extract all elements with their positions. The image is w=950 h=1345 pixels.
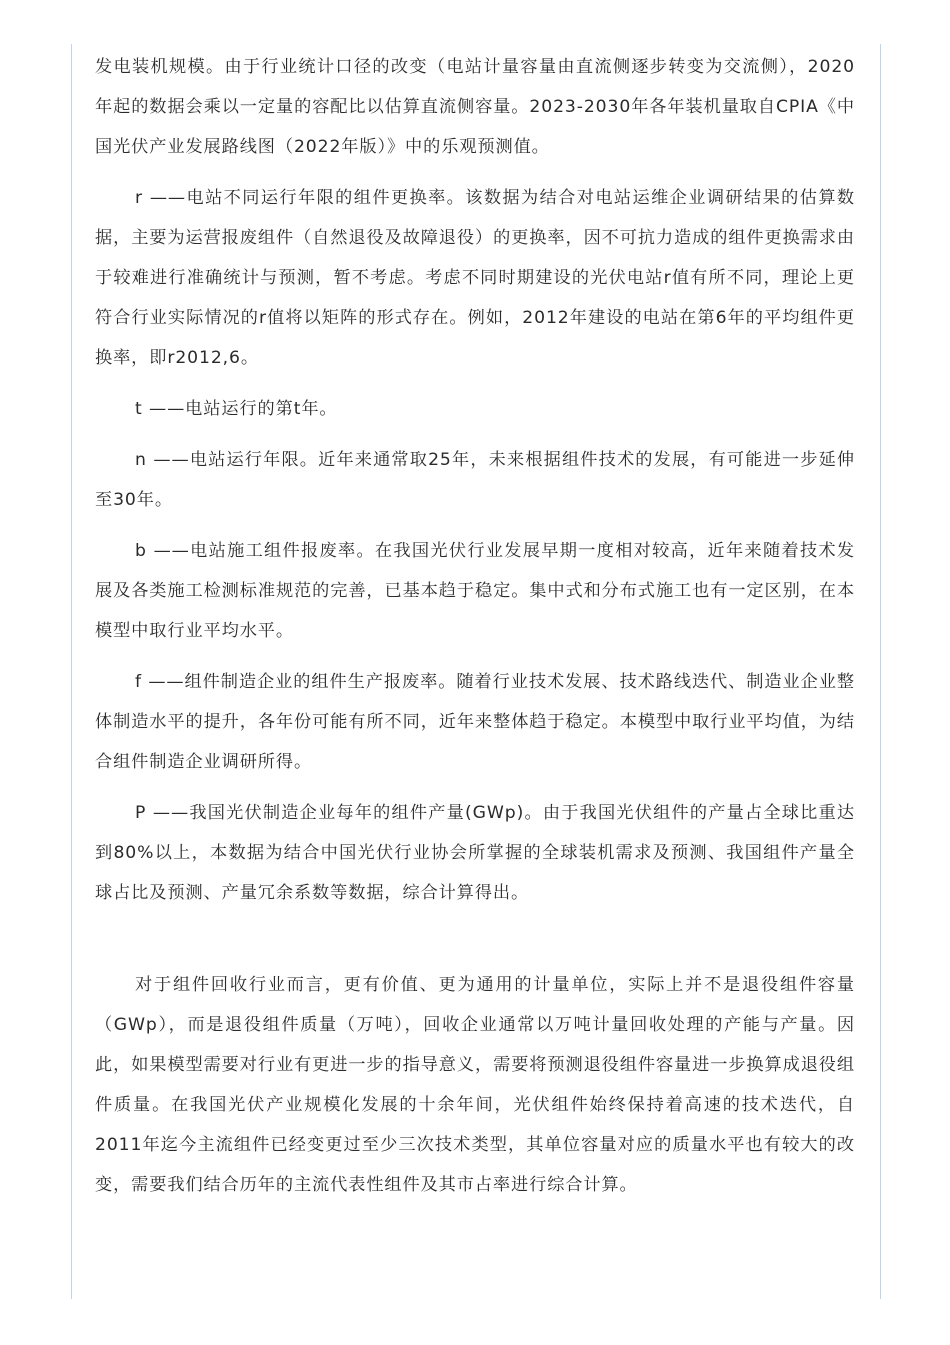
right-margin-rule (880, 44, 881, 1299)
capacity-note-paragraph: 发电装机规模。由于行业统计口径的改变（电站计量容量由直流侧逐步转变为交流侧），2020年起的数据会乘以一定量的容配比以估算直流侧容量。2023-2030年各年装机量取自CPIA《中国光伏产业发展路线图（2022年版）》中的乐观预测值。 (95, 57, 855, 157)
left-margin-rule (71, 44, 72, 1299)
t-definition-paragraph: t ——电站运行的第t年。 (135, 399, 338, 419)
p-definition-paragraph: P ——我国光伏制造企业每年的组件产量(GWp)。由于我国光伏组件的产量占全球比重达到80%以上，本数据为结合中国光伏行业协会所掌握的全球装机需求及预测、我国组件产量全球占比及预测、产量冗余系数等数据，综合计算得出。 (95, 803, 855, 903)
f-definition-paragraph: f ——组件制造企业的组件生产报废率。随着行业技术发展、技术路线迭代、制造业企业整体制造水平的提升，各年份可能有所不同，近年来整体趋于稳定。本模型中取行业平均值，为结合组件制造企业调研所得。 (95, 672, 855, 772)
b-definition-paragraph: b ——电站施工组件报废率。在我国光伏行业发展早期一度相对较高，近年来随着技术发展及各类施工检测标准规范的完善，已基本趋于稳定。集中式和分布式施工也有一定区别，在本模型中取行业平均水平。 (95, 541, 855, 641)
recycling-paragraph: 对于组件回收行业而言，更有价值、更为通用的计量单位，实际上并不是退役组件容量（GWp），而是退役组件质量（万吨），回收企业通常以万吨计量回收处理的产能与产量。因此，如果模型需要对行业有更进一步的指导意义，需要将预测退役组件容量进一步换算成退役组件质量。在我国光伏产业规模化发展的十余年间，光伏组件始终保持着高速的技术迭代，自2011年迄今主流组件已经变更过至少三次技术类型，其单位容量对应的质量水平也有较大的改变，需要我们结合历年的主流代表性组件及其市占率进行综合计算。 (95, 975, 855, 1195)
n-definition-paragraph: n ——电站运行年限。近年来通常取25年，未来根据组件技术的发展，有可能进一步延伸至30年。 (95, 450, 855, 510)
document-body (95, 47, 855, 1205)
r-definition-paragraph: r ——电站不同运行年限的组件更换率。该数据为结合对电站运维企业调研结果的估算数据，主要为运营报废组件（自然退役及故障退役）的更换率，因不可抗力造成的组件更换需求由于较难进行准确统计与预测，暂不考虑。考虑不同时期建设的光伏电站r值有所不同，理论上更符合行业实际情况的r值将以矩阵的形式存在。例如，2012年建设的电站在第6年的平均组件更换率，即r2012,6。 (95, 188, 855, 368)
